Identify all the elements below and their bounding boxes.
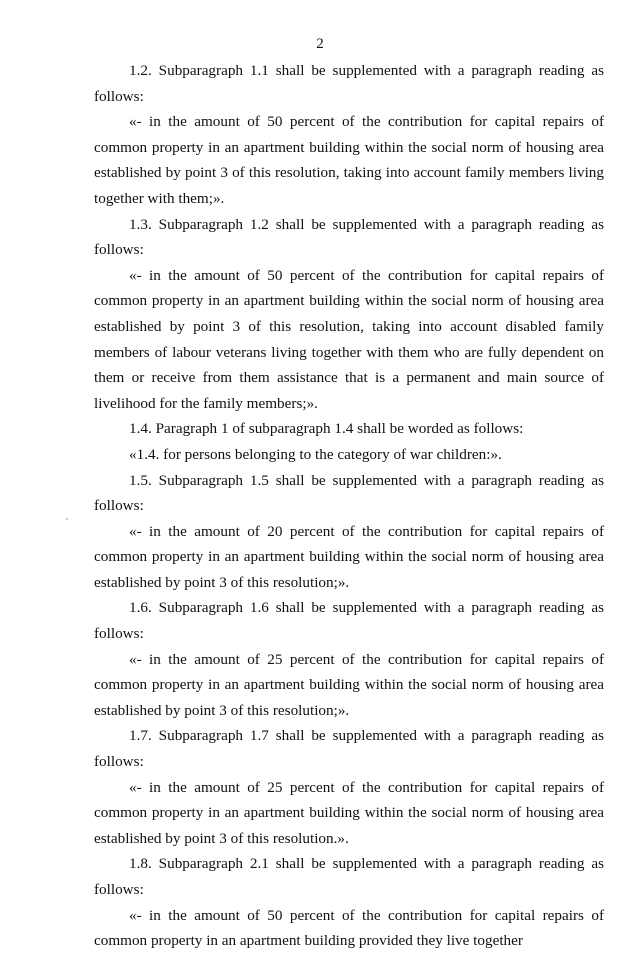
paragraph-1-8-text: «- in the amount of 50 percent of the contribution for capital repairs of common property in an apartment building provided they live together: [94, 906, 604, 950]
paragraph-1-2-intro: 1.2. Subparagraph 1.1 shall be supplemented with a paragraph reading as follows:: [94, 62, 604, 105]
scan-speck: [66, 518, 68, 520]
paragraph-1-7-text: «- in the amount of 25 percent of the contribution for capital repairs of common property in an apartment building within the social norm of housing area established by point 3 of this resolution.».: [94, 778, 604, 847]
paragraph-1-3-intro: 1.3. Subparagraph 1.2 shall be supplemented with a paragraph reading as follows:: [94, 215, 604, 259]
document-body: [94, 58, 604, 954]
paragraph-1-3-text: «- in the amount of 50 percent of the contribution for capital repairs of common property in an apartment building within the social norm of housing area established by point 3 of this resolution, taking into account disabled family members of labour veterans living together with them who are fully dependent on them or receive from them assistance that is a permanent and main source of livelihood for the family members;».: [94, 266, 604, 412]
paragraph-1-4-text: «1.4. for persons belonging to the category of war children:».: [129, 445, 502, 463]
paragraph-1-7-intro: 1.7. Subparagraph 1.7 shall be supplemented with a paragraph reading as follows:: [94, 727, 604, 771]
paragraph-1-2-text: «- in the amount of 50 percent of the contribution for capital repairs of common property in an apartment building within the social norm of housing area established by point 3 of this resolution, taking into account family members living together with them;».: [94, 113, 604, 207]
paragraph-1-8-intro: 1.8. Subparagraph 2.1 shall be supplemented with a paragraph reading as follows:: [94, 855, 604, 898]
page-number: 2: [316, 36, 324, 52]
paragraph-1-6-text: «- in the amount of 25 percent of the contribution for capital repairs of common property in an apartment building within the social norm of housing area established by point 3 of this resolution;».: [94, 650, 604, 719]
paragraph-1-5-text: «- in the amount of 20 percent of the contribution for capital repairs of common property in an apartment building within the social norm of housing area established by point 3 of this resolution;».: [94, 522, 604, 591]
paragraph-1-5-intro: 1.5. Subparagraph 1.5 shall be supplemented with a paragraph reading as follows:: [94, 471, 604, 515]
paragraph-1-6-intro: 1.6. Subparagraph 1.6 shall be supplemented with a paragraph reading as follows:: [94, 599, 604, 643]
paragraph-1-4-intro: 1.4. Paragraph 1 of subparagraph 1.4 shall be worded as follows:: [129, 420, 524, 438]
